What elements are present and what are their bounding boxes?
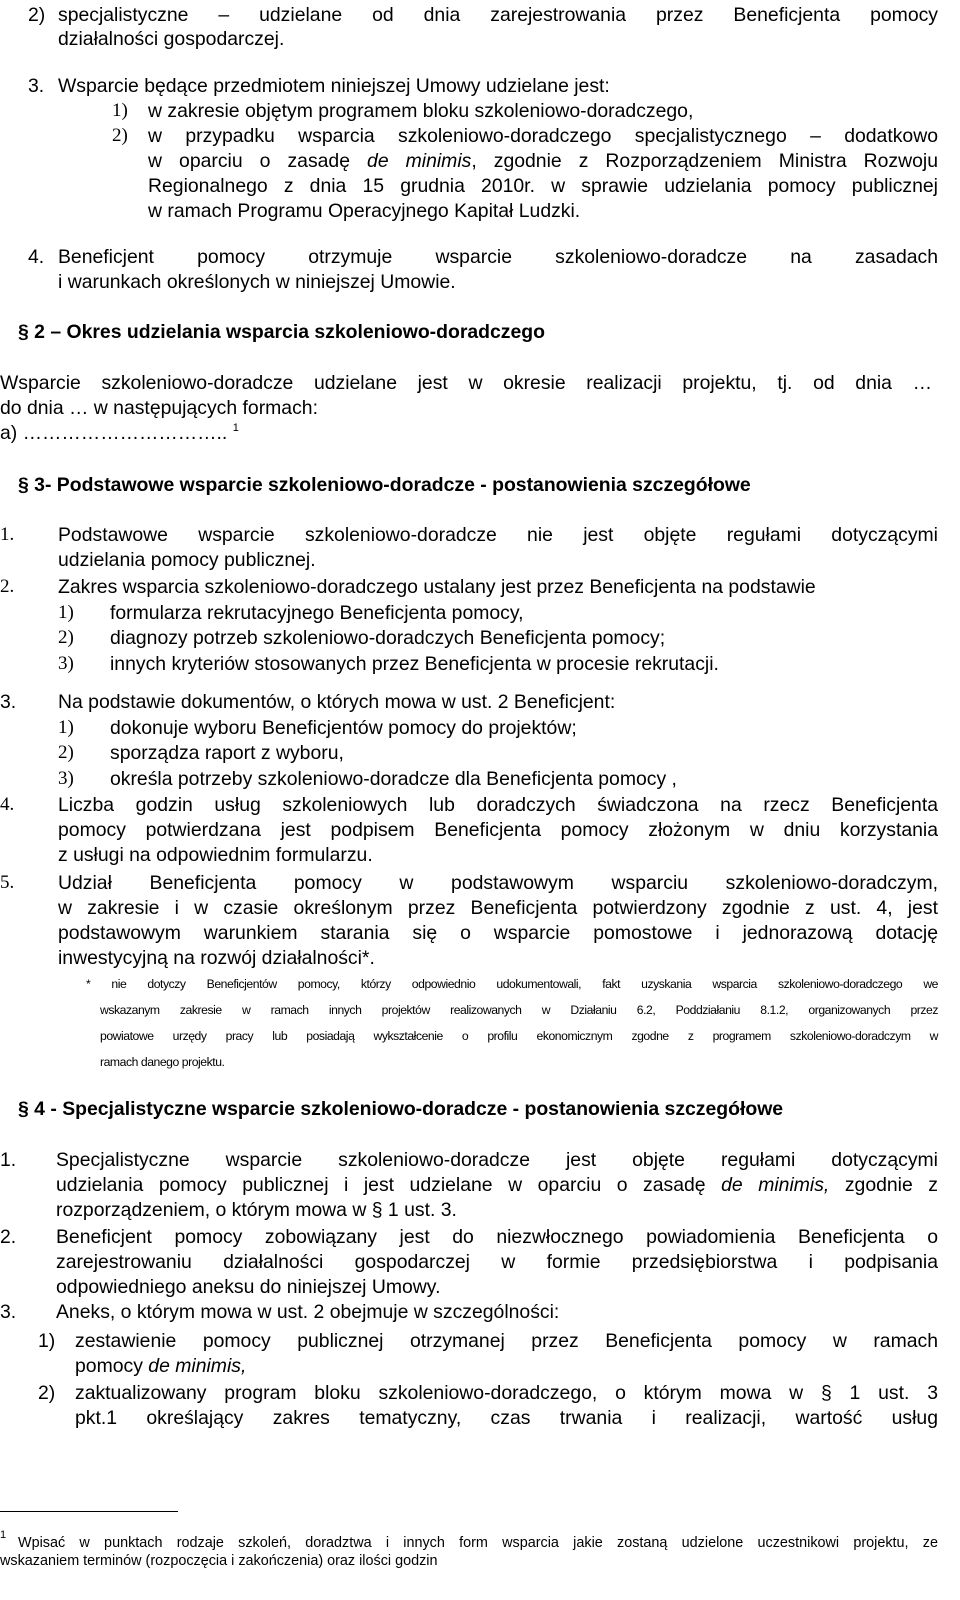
paragraph-line: w zakresie i w czasie określonym przez Beneficjenta potwierdzony zgodnie z ust. 4, jest: [58, 897, 938, 919]
paragraph-line: [148, 149, 938, 173]
paragraph-line: i warunkach określonych w niniejszej Umowie.: [58, 271, 456, 293]
paragraph-line: innych kryteriów stosowanych przez Beneficjenta w procesie rekrutacji.: [110, 653, 719, 675]
paragraph-line: formularza rekrutacyjnego Beneficjenta pomocy,: [110, 602, 524, 624]
paragraph-line: Na podstawie dokumentów, o których mowa w ust. 2 Beneficjent:: [58, 691, 616, 713]
subitem-number: 1): [58, 717, 74, 738]
note-line: powiatowe urzędy pracy lub posiadają wykształcenie o profilu ekonomicznym zgodne z programem szkoleniowo-doradczym w: [100, 1029, 938, 1043]
subitem-number: 2): [58, 627, 74, 648]
section-heading: § 2 – Okres udzielania wsparcia szkoleniowo-doradczego: [18, 321, 545, 343]
item-number: 3.: [28, 75, 45, 97]
paragraph-line: Wsparcie szkoleniowo-doradcze udzielane jest w okresie realizacji projektu, tj. od dnia …: [0, 372, 932, 394]
text-span: w oparciu o zasadę: [148, 150, 368, 172]
paragraph-line: specjalistyczne – udzielane od dnia zarejestrowania przez Beneficjenta pomocy: [58, 4, 938, 26]
paragraph-line: określa potrzeby szkoleniowo-doradcze dla Beneficjenta pomocy ,: [110, 768, 677, 790]
italic-term: de minimis,: [721, 1174, 830, 1196]
paragraph-line: pkt.1 określający zakres tematyczny, czas trwania i realizacji, wartość usług: [75, 1407, 938, 1429]
item-number: 4.: [0, 794, 15, 815]
paragraph-line: rozporządzeniem, o którym mowa w § 1 ust. 3.: [56, 1199, 457, 1221]
text-span: pomocy: [75, 1355, 149, 1377]
paragraph-line: pomocy potwierdzana jest podpisem Beneficjenta pomocy złożonym w dniu korzystania: [58, 819, 938, 841]
text-span: udzielania pomocy publicznej i jest udzielane w oparciu o zasadę: [56, 1174, 722, 1196]
paragraph-line: Udział Beneficjenta pomocy w podstawowym wsparciu szkoleniowo-doradczym,: [58, 872, 938, 894]
text-span: zgodnie z: [829, 1174, 938, 1196]
item-number: 1.: [0, 524, 15, 545]
section-heading: § 4 - Specjalistyczne wsparcie szkoleniowo-doradcze - postanowienia szczegółowe: [18, 1098, 784, 1120]
item-number: 3.: [0, 691, 17, 713]
paragraph-line: Specjalistyczne wsparcie szkoleniowo-doradcze jest objęte regułami dotyczącymi: [56, 1149, 938, 1171]
paragraph-line: Wsparcie będące przedmiotem niniejszej Umowy udzielane jest:: [58, 75, 610, 97]
paragraph-line: z usługi na odpowiednim formularzu.: [58, 844, 373, 866]
subitem-number: 1): [112, 100, 128, 121]
item-number: 2.: [0, 576, 15, 597]
text-span: a) …………………………..: [0, 422, 228, 444]
text-span: , zgodnie z Rozporządzeniem Ministra Rozwoju: [471, 150, 939, 172]
paragraph-line: Aneks, o którym mowa w ust. 2 obejmuje w szczególności:: [56, 1301, 560, 1323]
item-number: 2): [28, 4, 46, 26]
paragraph-line: [75, 1354, 246, 1378]
footnote-line: wskazaniem terminów (rozpoczęcia i zakończenia) oraz ilości godzin: [0, 1553, 438, 1569]
paragraph-line: działalności gospodarczej.: [58, 28, 285, 50]
item-number: 2.: [0, 1226, 17, 1248]
paragraph-line: Zakres wsparcia szkoleniowo-doradczego ustalany jest przez Beneficjenta na podstawie: [58, 576, 816, 598]
paragraph-line: Podstawowe wsparcie szkoleniowo-doradcze nie jest objęte regułami dotyczącymi: [58, 524, 938, 546]
paragraph-line: [0, 421, 239, 445]
subitem-number: 1): [38, 1330, 56, 1352]
paragraph-line: w przypadku wsparcia szkoleniowo-doradczego specjalistycznego – dodatkowo: [148, 125, 938, 147]
paragraph-line: Regionalnego z dnia 15 grudnia 2010r. w sprawie udzielania pomocy publicznej: [148, 175, 938, 197]
subitem-number: 1): [58, 602, 74, 623]
note-line: wskazanym zakresie w ramach innych projektów realizowanych w Działaniu 6.2, Poddziałaniu 8.1.2, organizowanych przez: [100, 1003, 938, 1017]
section-heading: § 3- Podstawowe wsparcie szkoleniowo-doradcze - postanowienia szczegółowe: [18, 474, 751, 496]
subitem-number: 3): [58, 653, 74, 674]
italic-term: de minimis,: [148, 1355, 247, 1377]
paragraph-line: zarejestrowaniu działalności gospodarczej w formie przedsiębiorstwa i podpisania: [56, 1251, 938, 1273]
paragraph-line: w ramach Programu Operacyjnego Kapitał Ludzki.: [148, 200, 581, 222]
paragraph-line: Beneficjent pomocy zobowiązany jest do niezwłocznego powiadomienia Beneficjenta o: [56, 1226, 938, 1248]
footnote-line: Wpisać w punktach rodzaje szkoleń, doradztwa i innych form wsparcia jakie zostaną udzielone uczestnikowi projektu, ze: [18, 1535, 938, 1551]
item-number: 5.: [0, 872, 15, 893]
paragraph-line: sporządza raport z wyboru,: [110, 742, 344, 764]
paragraph-line: udzielania pomocy publicznej.: [58, 549, 316, 571]
paragraph-line: [56, 1173, 938, 1197]
paragraph-line: odpowiedniego aneksu do niniejszej Umowy.: [56, 1276, 441, 1298]
item-number: 3.: [0, 1301, 17, 1323]
paragraph-line: podstawowym warunkiem starania się o wsparcie pomostowe i jednorazową dotację: [58, 922, 938, 944]
note-line: ramach danego projektu.: [100, 1055, 225, 1069]
paragraph-line: w zakresie objętym programem bloku szkoleniowo-doradczego,: [148, 100, 694, 122]
footnote-number: 1: [0, 1529, 7, 1541]
paragraph-line: Beneficjent pomocy otrzymuje wsparcie szkoleniowo-doradcze na zasadach: [58, 246, 938, 268]
item-number: 1.: [0, 1149, 17, 1171]
subitem-number: 3): [58, 768, 74, 789]
paragraph-line: dokonuje wyboru Beneficjentów pomocy do projektów;: [110, 717, 577, 739]
footnote-separator: [0, 1511, 178, 1512]
note-line: * nie dotyczy Beneficjentów pomocy, którzy odpowiednio udokumentowali, fakt uzyskania wsparcia szkoleniowo-doradczego we: [86, 977, 938, 991]
subitem-number: 2): [112, 125, 128, 146]
item-number: 4.: [28, 246, 45, 268]
italic-term: de minimis: [367, 150, 472, 172]
subitem-number: 2): [58, 742, 74, 763]
paragraph-line: zaktualizowany program bloku szkoleniowo-doradczego, o którym mowa w § 1 ust. 3: [75, 1382, 938, 1404]
footnote-ref: 1: [232, 422, 239, 434]
paragraph-line: zestawienie pomocy publicznej otrzymanej przez Beneficjenta pomocy w ramach: [75, 1330, 938, 1352]
subitem-number: 2): [38, 1382, 56, 1404]
paragraph-line: diagnozy potrzeb szkoleniowo-doradczych Beneficjenta pomocy;: [110, 627, 666, 649]
paragraph-line: Liczba godzin usług szkoleniowych lub doradczych świadczona na rzecz Beneficjenta: [58, 794, 938, 816]
paragraph-line: inwestycyjną na rozwój działalności*.: [58, 947, 375, 969]
paragraph-line: do dnia … w następujących formach:: [0, 397, 318, 419]
